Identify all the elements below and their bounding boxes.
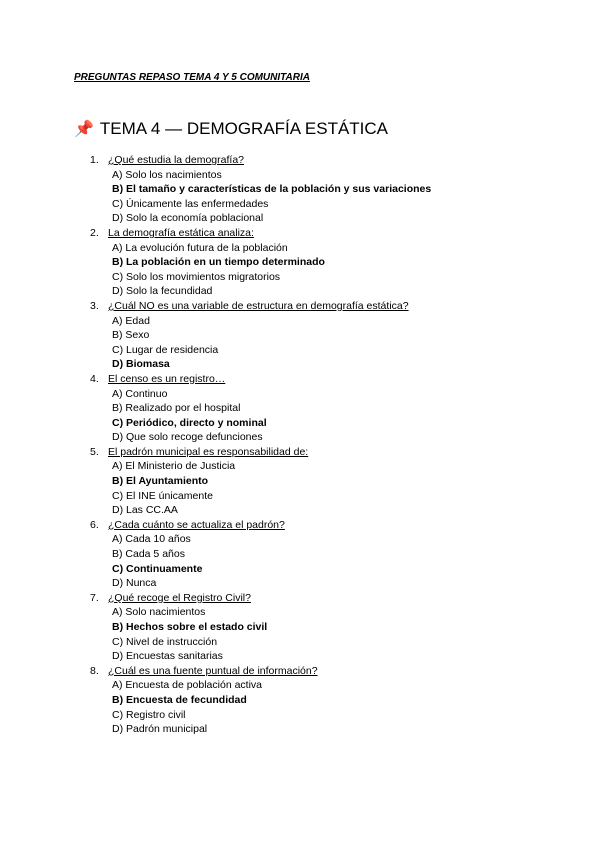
answer-option: A) Edad xyxy=(112,314,150,327)
answer-option: D) Solo la economía poblacional xyxy=(112,212,264,225)
question-item xyxy=(74,226,574,299)
question-number: 5. xyxy=(90,445,99,458)
question-number: 6. xyxy=(90,518,99,531)
question-number: 2. xyxy=(90,226,99,239)
answer-option: A) Cada 10 años xyxy=(112,533,191,546)
answer-option-correct: B) La población en un tiempo determinado xyxy=(112,256,325,269)
answer-option: A) Solo los nacimientos xyxy=(112,168,222,181)
answer-option-correct: D) Biomasa xyxy=(112,358,170,371)
answer-option-correct: B) Encuesta de fecundidad xyxy=(112,693,247,706)
question-text: ¿Qué recoge el Registro Civil? xyxy=(108,591,251,604)
section-heading xyxy=(74,119,388,139)
answer-option-correct: B) Hechos sobre el estado civil xyxy=(112,621,268,633)
question-text: El padrón municipal es responsabilidad de: xyxy=(108,445,309,458)
question-item xyxy=(74,153,574,226)
question-list xyxy=(74,153,574,737)
answer-option: C) El INE únicamente xyxy=(112,489,213,502)
question-text: ¿Cuál es una fuente puntual de información? xyxy=(108,664,318,677)
question-number: 8. xyxy=(90,664,99,677)
question-item xyxy=(74,372,574,445)
question-text: ¿Qué estudia la demografía? xyxy=(108,154,244,166)
question-number: 4. xyxy=(90,372,99,385)
question-item xyxy=(74,518,574,591)
answer-option: A) Encuesta de población activa xyxy=(112,679,263,692)
answer-option-correct: B) El Ayuntamiento xyxy=(112,475,209,488)
question-text: ¿Cada cuánto se actualiza el padrón? xyxy=(108,518,285,531)
answer-option: D) Padrón municipal xyxy=(112,723,208,736)
question-item xyxy=(74,664,574,737)
answer-option: C) Lugar de residencia xyxy=(112,343,219,356)
answer-option: C) Registro civil xyxy=(112,708,186,721)
answer-option: B) Realizado por el hospital xyxy=(112,402,241,415)
question-number: 3. xyxy=(90,299,99,312)
question-item xyxy=(74,591,574,664)
answer-option: A) El Ministerio de Justicia xyxy=(112,460,236,473)
answer-option: A) Solo nacimientos xyxy=(112,606,206,619)
answer-option-correct: C) Continuamente xyxy=(112,562,203,575)
document-header: PREGUNTAS REPASO TEMA 4 Y 5 COMUNITARIA xyxy=(74,72,310,83)
answer-option-correct: C) Periódico, directo y nominal xyxy=(112,416,267,429)
question-number: 1. xyxy=(90,154,99,166)
answer-option-correct: B) El tamaño y características de la población y sus variaciones xyxy=(112,183,432,196)
question-item xyxy=(74,299,574,372)
answer-option: A) Continuo xyxy=(112,387,168,400)
question-text: El censo es un registro… xyxy=(108,372,226,385)
answer-option: D) Las CC.AA xyxy=(112,504,178,517)
answer-option: D) Nunca xyxy=(112,577,157,590)
answer-option: B) Sexo xyxy=(112,329,150,342)
answer-option: C) Solo los movimientos migratorios xyxy=(112,270,281,283)
section-title: TEMA 4 — DEMOGRAFÍA ESTÁTICA xyxy=(99,119,389,138)
answer-option: D) Encuestas sanitarias xyxy=(112,650,223,663)
answer-option: A) La evolución futura de la población xyxy=(112,241,288,254)
answer-option: C) Nivel de instrucción xyxy=(112,635,218,648)
pushpin-icon: 📌 xyxy=(74,121,94,138)
question-text: ¿Cuál NO es una variable de estructura en demografía estática? xyxy=(108,299,409,312)
question-item xyxy=(74,445,574,518)
answer-option: B) Cada 5 años xyxy=(112,548,185,561)
question-text: La demografía estática analiza: xyxy=(108,226,254,239)
question-number: 7. xyxy=(90,591,99,604)
answer-option: C) Únicamente las enfermedades xyxy=(112,197,269,210)
answer-option: D) Que solo recoge defunciones xyxy=(112,431,263,444)
answer-option: D) Solo la fecundidad xyxy=(112,285,213,298)
